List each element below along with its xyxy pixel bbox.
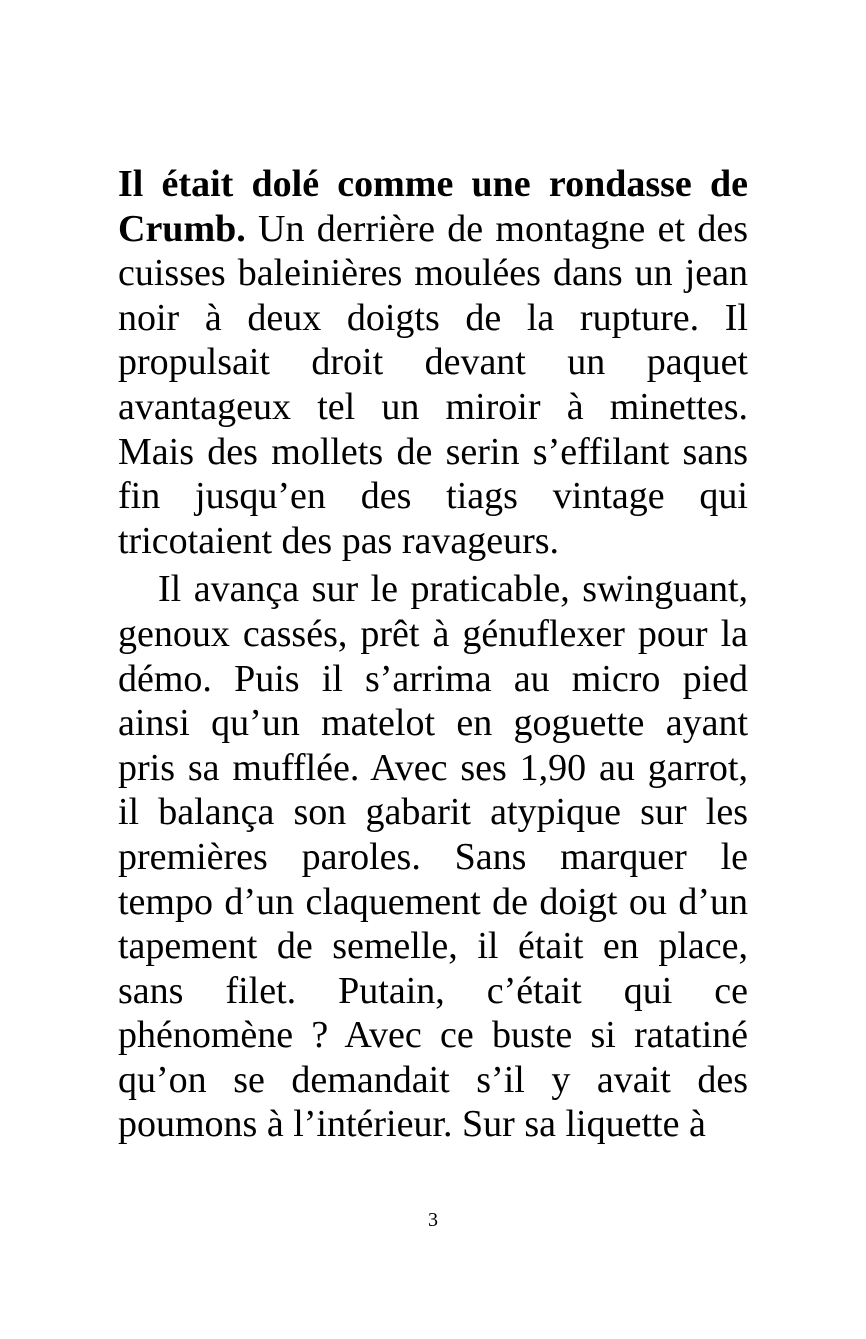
paragraph-1-lead: Il était dolé comme une rondasse de Crumb. <box>118 163 748 250</box>
page-number: 3 <box>428 1209 438 1231</box>
paragraph-1 <box>118 162 748 563</box>
document-body <box>118 162 748 1147</box>
paragraph-2: Il avança sur le praticable, swinguant, genoux cassés, prêt à génuflexer pour la démo. Puis il s’arrima au micro pied ainsi qu’un matelot en goguette ayant pris sa mufflée. Avec ses 1,90 au garrot, il balança son gabarit atypique sur les premières paroles. Sans marquer le tempo d’un claquement de doigt ou d’un tapement de semelle, il était en place, sans filet. Putain, c’était qui ce phénomène ? Avec ce buste si ratatiné qu’on se demandait s’il y avait des poumons à l’intérieur. Sur sa liquette à <box>118 568 748 1146</box>
paragraph-1-text: Un derrière de montagne et des cuisses baleinières moulées dans un jean noir à deux doigts de la rupture. Il propulsait droit devant un paquet avantageux tel un miroir à minettes. Mais des mollets de serin s’effilant sans fin jusqu’en des tiags vintage qui tricotaient des pas ravageurs. <box>118 207 748 562</box>
